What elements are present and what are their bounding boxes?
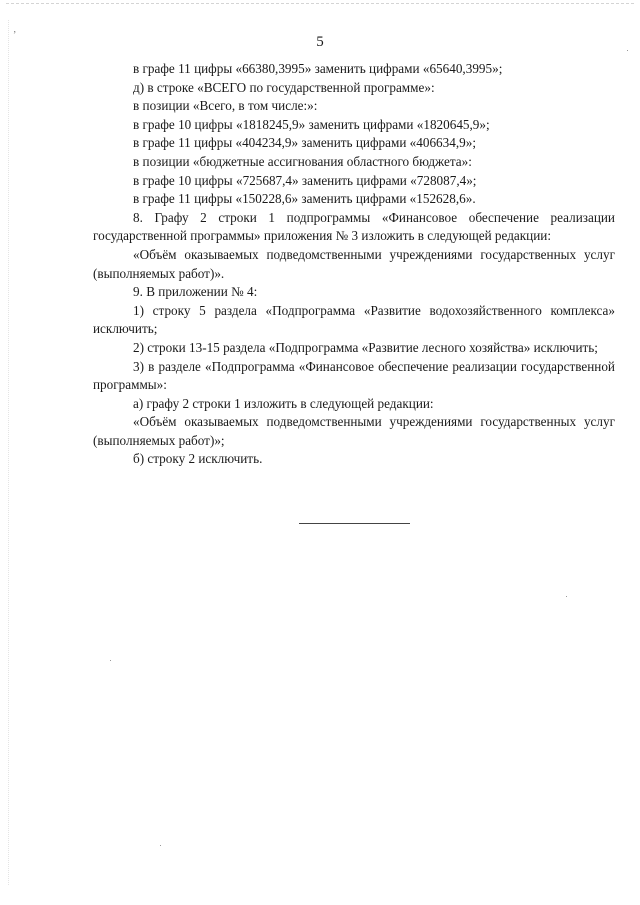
text-line-8: в графе 11 цифры «150228,6» заменить цифрами «152628,6».	[133, 191, 476, 207]
paragraph-quote-1: «Объём оказываемых подведомственными учреждениями государственных услуг (выполняемых работ)».	[93, 246, 615, 281]
scan-speck	[627, 50, 628, 51]
paragraph-9-item-3: 3) в разделе «Подпрограмма «Финансовое обеспечение реализации государственной программы»:	[93, 358, 615, 393]
paragraph-9-item-1: 1) строку 5 раздела «Подпрограмма «Развитие водохозяйственного комплекса» исключить;	[93, 302, 615, 337]
scan-edge-left	[8, 20, 9, 885]
document-body	[93, 60, 615, 469]
text-line-7: в графе 10 цифры «725687,4» заменить цифрами «728087,4»;	[133, 172, 477, 188]
scan-speck	[110, 660, 111, 661]
text-line-2: д) в строке «ВСЕГО по государственной программе»:	[133, 79, 435, 95]
text-line-6: в позиции «бюджетные ассигнования областного бюджета»:	[133, 153, 472, 169]
corner-mark: ʼ	[13, 30, 17, 41]
scan-speck	[566, 596, 567, 597]
paragraph-8: 8. Графу 2 строки 1 подпрограммы «Финансовое обеспечение реализации государственной программы» приложения № 3 изложить в следующей редакции:	[93, 209, 615, 244]
scan-speck	[160, 845, 161, 846]
paragraph-9-item-3a: а) графу 2 строки 1 изложить в следующей редакции:	[133, 395, 434, 411]
paragraph-9: 9. В приложении № 4:	[133, 284, 258, 300]
paragraph-9-item-2: 2) строки 13-15 раздела «Подпрограмма «Развитие лесного хозяйства» исключить;	[133, 339, 598, 355]
text-line-5: в графе 11 цифры «404234,9» заменить цифрами «406634,9»;	[133, 135, 476, 151]
end-rule	[299, 523, 410, 524]
text-line-4: в графе 10 цифры «1818245,9» заменить цифрами «1820645,9»;	[133, 116, 490, 132]
paragraph-quote-2: «Объём оказываемых подведомственными учреждениями государственных услуг (выполняемых работ)»;	[93, 414, 615, 448]
text-line-1: в графе 11 цифры «66380,3995» заменить цифрами «65640,3995»;	[133, 61, 503, 76]
scan-edge-top	[6, 3, 634, 4]
paragraph-9-item-3b: б) строку 2 исключить.	[133, 451, 263, 467]
text-line-3: в позиции «Всего, в том числе:»:	[133, 98, 318, 114]
page-number: 5	[316, 34, 324, 50]
